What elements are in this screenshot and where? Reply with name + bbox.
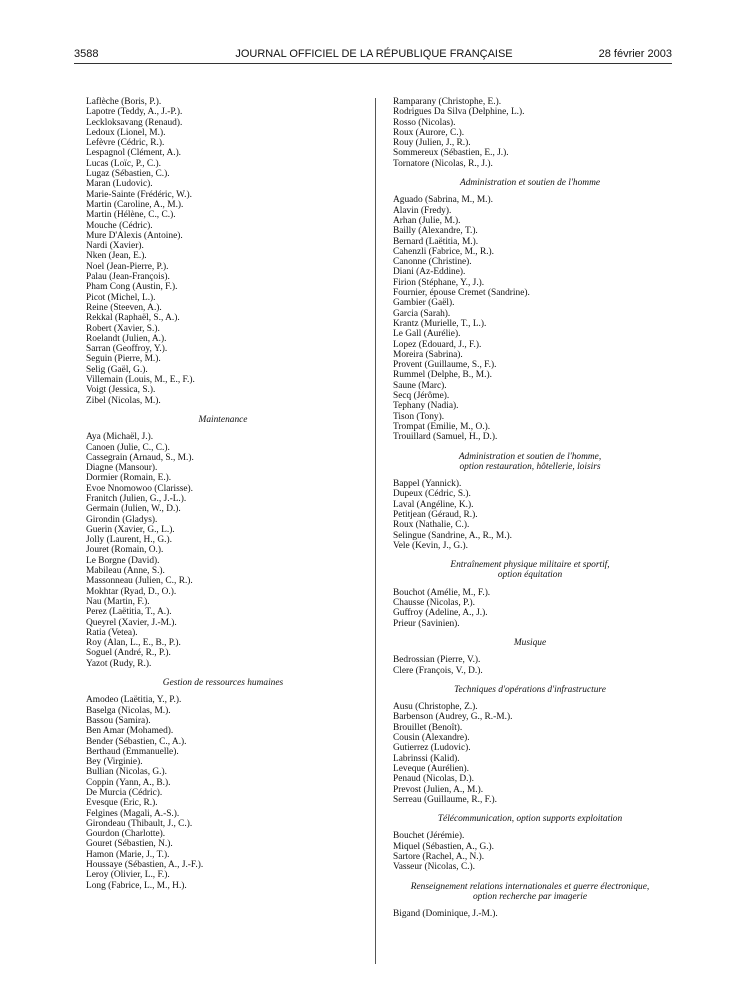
name-list xyxy=(393,195,667,442)
list-item: Vele (Kevin, J., G.). xyxy=(393,540,468,551)
list-item: Lespagnol (Clément, A.). xyxy=(86,148,182,159)
name-list xyxy=(393,909,667,919)
list-item: Penaud (Nicolas, D.). xyxy=(393,774,474,785)
section-heading-line: Gestion de ressources humaines xyxy=(162,678,284,689)
list-item: Robert (Xavier, S.). xyxy=(86,323,160,334)
section-heading-line: Entraînement physique militaire et sportif, xyxy=(450,560,610,571)
list-item: Pham Cong (Austin, F.). xyxy=(86,282,178,293)
section-heading-line: Télécommunication, option supports exploitation xyxy=(437,814,623,825)
issue-date: 28 février 2003 xyxy=(598,48,672,60)
list-item: Franitch (Julien, G., J.-L.). xyxy=(86,493,187,504)
list-item: Bailly (Alexandre, T.). xyxy=(393,226,478,237)
name-list xyxy=(393,97,667,169)
list-item: Ramparany (Christophe, E.). xyxy=(393,97,502,107)
list-item: Noel (Jean-Pierre, P.). xyxy=(86,261,169,272)
section-heading xyxy=(393,560,667,581)
list-item: Secq (Jérôme). xyxy=(393,391,450,402)
list-item: Voigt (Jessica, S.). xyxy=(86,385,156,396)
list-item: Mabileau (Anne, S.). xyxy=(86,566,165,577)
section-heading-line: Administration et soutien de l'homme xyxy=(459,178,600,189)
header-rule xyxy=(74,63,672,64)
section-heading-line: option équitation xyxy=(497,570,563,581)
list-item: Mure D'Alexis (Antoine). xyxy=(86,230,183,241)
list-item: Bey (Virginie). xyxy=(86,757,143,768)
list-item: Selingue (Sandrine, A., R., M.). xyxy=(393,530,512,541)
list-item: Fournier, épouse Cremet (Sandrine). xyxy=(393,288,530,299)
list-item: Canoen (Julie, C., C.). xyxy=(86,442,170,453)
name-list xyxy=(86,432,360,669)
page-number: 3588 xyxy=(74,48,99,60)
list-item: Soguel (André, R., P.). xyxy=(86,648,171,659)
list-item: Lefèvre (Cédric, R.). xyxy=(86,138,165,149)
list-item: Tornatore (Nicolas, R., J.). xyxy=(393,158,493,169)
list-item: Rummel (Delphe, B., M.). xyxy=(393,370,492,381)
list-item: Krantz (Murielle, T., L.). xyxy=(393,318,487,329)
list-item: Nken (Jean, E.). xyxy=(86,251,147,262)
list-item: Ratia (Vetea). xyxy=(86,627,138,638)
list-item: Lapotre (Teddy, A., J.-P.). xyxy=(86,107,183,118)
list-item: Germain (Julien, W., D.). xyxy=(86,504,181,515)
list-item: Bernard (Laëtitia, M.). xyxy=(393,236,479,247)
list-item: Bedrossian (Pierre, V.). xyxy=(393,655,481,666)
list-item: Prevost (Julien, A., M.). xyxy=(393,784,484,795)
list-item: Sarran (Geoffroy, Y.). xyxy=(86,344,168,355)
list-item: Tison (Tony). xyxy=(393,411,445,422)
list-item: Firion (Stéphane, Y., J.). xyxy=(393,277,485,288)
list-item: Leroy (Olivier, L., F.). xyxy=(86,870,170,881)
list-item: Berthaud (Emmanuelle). xyxy=(86,746,179,757)
list-item: Gambier (Gaël). xyxy=(393,298,455,309)
list-item: Reine (Steeven, A.). xyxy=(86,302,162,313)
list-item: Palau (Jean-François). xyxy=(86,272,170,283)
list-item: Aya (Michaël, J.). xyxy=(86,432,154,443)
list-item: Aguado (Sabrina, M., M.). xyxy=(393,195,493,206)
list-item: Coppin (Yann, A., B.). xyxy=(86,777,171,788)
list-item: Clere (François, V., D.). xyxy=(393,665,483,676)
list-item: Dormier (Romain, E.). xyxy=(86,473,172,484)
section-heading-line: Maintenance xyxy=(198,414,248,425)
list-item: Leveque (Aurélien). xyxy=(393,763,470,774)
list-item: Picot (Michel, L.). xyxy=(86,292,156,303)
list-item: Cassegrain (Arnaud, S., M.). xyxy=(86,452,194,463)
list-item: Lopez (Edouard, J., F.). xyxy=(393,339,482,350)
list-item: Rouy (Julien, J., R.). xyxy=(393,138,471,149)
list-item: Gouret (Sébastien, N.). xyxy=(86,839,173,850)
list-item: Roy (Alan, L., E., B., P.). xyxy=(86,638,181,649)
list-item: Mouche (Cédric). xyxy=(86,220,153,231)
section-heading-line: Renseignement relations internationales et guerre électronique, xyxy=(410,881,650,892)
list-item: Rekkal (Raphaël, S., A.). xyxy=(86,313,180,324)
list-item: Chausse (Nicolas, P.). xyxy=(393,598,476,609)
list-item: Garcia (Sarah). xyxy=(393,308,451,319)
list-item: Evesque (Eric, R.). xyxy=(86,798,158,809)
list-item: Selig (Gaël, G.). xyxy=(86,364,148,375)
list-item: Girondeau (Thibault, J., C.). xyxy=(86,818,193,829)
name-list xyxy=(393,831,667,872)
list-item: Roux (Aurore, C.). xyxy=(393,127,465,138)
list-item: Provent (Guillaume, S., F.). xyxy=(393,360,497,371)
list-item: Lugaz (Sébastien, C.). xyxy=(86,169,170,180)
list-item: Diagne (Mansour). xyxy=(86,463,158,474)
list-item: Hamon (Marie, J., T.). xyxy=(86,849,170,860)
list-item: Nau (Martin, F.). xyxy=(86,596,150,607)
list-item: Cousin (Alexandre). xyxy=(393,733,470,744)
list-item: Alavin (Fredy). xyxy=(393,205,452,216)
list-item: Sartore (Rachel, A., N.). xyxy=(393,852,485,862)
list-item: Leckloksavang (Renaud). xyxy=(86,117,183,128)
name-list xyxy=(393,655,667,676)
list-item: Bullian (Nicolas, G.). xyxy=(86,767,167,778)
list-item: Martin (Hélène, C., C.). xyxy=(86,210,176,221)
list-item: Marie-Sainte (Frédéric, W.). xyxy=(86,189,192,200)
list-item: Le Gall (Aurélie). xyxy=(393,329,461,340)
list-item: Rodrigues Da Silva (Delphine, L.). xyxy=(393,107,525,118)
list-item: De Murcia (Cédric). xyxy=(86,788,163,798)
list-item: Lucas (Loïc, P., C.). xyxy=(86,158,161,169)
section-heading-line: Musique xyxy=(513,637,547,648)
section-heading xyxy=(86,678,360,688)
section-heading xyxy=(393,814,667,824)
list-item: Laval (Angéline, K.). xyxy=(393,499,474,510)
list-item: Diani (Az-Eddine). xyxy=(393,267,466,278)
list-item: Arhan (Julie, M.). xyxy=(393,215,461,226)
list-item: Miquel (Sébastien, A., G.). xyxy=(393,841,495,852)
list-item: Nardi (Xavier). xyxy=(86,241,144,252)
list-item: Roux (Nathalie, C.). xyxy=(393,520,470,531)
name-list xyxy=(393,588,667,629)
section-heading xyxy=(393,685,667,695)
list-item: Petitjean (Géraud, R.). xyxy=(393,509,478,520)
list-item: Perez (Laëtitia, T., A.). xyxy=(86,607,172,618)
right-column xyxy=(393,97,667,919)
list-item: Queyrel (Xavier, J.-M.). xyxy=(86,617,177,628)
name-list xyxy=(393,479,667,551)
list-item: Amodeo (Laëtitia, Y., P.). xyxy=(86,695,182,706)
list-item: Ben Amar (Mohamed). xyxy=(86,726,174,737)
list-item: Le Borgne (David). xyxy=(86,555,160,566)
list-item: Trompat (Emilie, M., O.). xyxy=(393,421,491,432)
section-heading-line: Administration et soutien de l'homme, xyxy=(458,451,602,462)
list-item: Seguin (Pierre, M.). xyxy=(86,354,161,365)
section-heading xyxy=(393,452,667,473)
list-item: Baselga (Nicolas, M.). xyxy=(86,705,171,716)
list-item: Maran (Ludovic). xyxy=(86,179,153,190)
list-item: Brouillet (Benoît). xyxy=(393,722,463,733)
list-item: Long (Fabrice, L., M., H.). xyxy=(86,880,187,891)
journal-title: JOURNAL OFFICIEL DE LA RÉPUBLIQUE FRANÇAISE xyxy=(235,48,513,60)
list-item: Tephany (Nadia). xyxy=(393,401,459,412)
list-item: Evoe Nnomowoo (Clarisse). xyxy=(86,483,194,494)
column-divider xyxy=(375,98,376,964)
list-item: Vasseur (Nicolas, C.). xyxy=(393,862,476,873)
list-item: Villemain (Louis, M., E., F.). xyxy=(86,375,195,386)
list-item: Jolly (Laurent, H., G.). xyxy=(86,535,172,546)
name-list xyxy=(393,702,667,805)
list-item: Rosso (Nicolas). xyxy=(393,117,456,128)
list-item: Laflèche (Boris, P.). xyxy=(86,97,162,107)
list-item: Guerin (Xavier, G., L.). xyxy=(86,524,175,535)
list-item: Houssaye (Sébastien, A., J.-F.). xyxy=(86,860,204,871)
list-item: Saune (Marc). xyxy=(393,380,447,391)
list-item: Ausu (Christophe, Z.). xyxy=(393,702,478,713)
section-heading xyxy=(393,178,667,188)
list-item: Bender (Sébastien, C., A.). xyxy=(86,736,187,747)
section-heading xyxy=(86,415,360,425)
section-heading-line: option restauration, hôtellerie, loisirs xyxy=(459,461,601,472)
list-item: Barbenson (Audrey, G., R.-M.). xyxy=(393,712,513,723)
list-item: Mokhtar (Ryad, D., O.). xyxy=(86,586,177,597)
list-item: Bigand (Dominique, J.-M.). xyxy=(393,909,498,920)
name-list xyxy=(86,695,360,891)
section-heading xyxy=(393,882,667,903)
list-item: Yazot (Rudy, R.). xyxy=(86,658,152,669)
list-item: Prieur (Savinien). xyxy=(393,618,460,629)
list-item: Bappel (Yannick). xyxy=(393,479,462,490)
left-column xyxy=(86,97,360,891)
list-item: Felgines (Magali, A.-S.). xyxy=(86,808,180,819)
list-item: Roelandt (Julien, A.). xyxy=(86,333,167,344)
section-heading-line: Techniques d'opérations d'infrastructure xyxy=(454,684,606,695)
list-item: Labrinssi (Kalid). xyxy=(393,753,460,764)
list-item: Gutierrez (Ludovic). xyxy=(393,743,471,754)
list-item: Zibel (Nicolas, M.). xyxy=(86,395,161,406)
list-item: Bouchet (Jérémie). xyxy=(393,831,465,842)
list-item: Canonne (Christine). xyxy=(393,257,472,268)
list-item: Jouret (Romain, O.). xyxy=(86,545,164,556)
list-item: Ledoux (Lionel, M.). xyxy=(86,127,166,138)
list-item: Serreau (Guillaume, R., F.). xyxy=(393,794,497,805)
list-item: Moreira (Sabrina). xyxy=(393,349,463,360)
section-heading xyxy=(393,638,667,648)
name-list xyxy=(86,97,360,406)
section-heading-line: option recherche par imagerie xyxy=(472,891,588,902)
list-item: Cahenzli (Fabrice, M., R.). xyxy=(393,246,495,257)
list-item: Girondin (Gladys). xyxy=(86,514,158,525)
list-item: Sommereux (Sébastien, E., J.). xyxy=(393,148,509,159)
list-item: Guffroy (Adeline, A., J.). xyxy=(393,608,488,619)
list-item: Martin (Caroline, A., M.). xyxy=(86,199,184,210)
list-item: Gourdon (Charlotte). xyxy=(86,829,166,840)
list-item: Bassou (Samira). xyxy=(86,715,151,726)
list-item: Trouillard (Samuel, H., D.). xyxy=(393,432,498,443)
list-item: Bouchot (Amélie, M., F.). xyxy=(393,587,491,598)
list-item: Dupeux (Cédric, S.). xyxy=(393,489,471,500)
list-item: Massonneau (Julien, C., R.). xyxy=(86,576,193,587)
